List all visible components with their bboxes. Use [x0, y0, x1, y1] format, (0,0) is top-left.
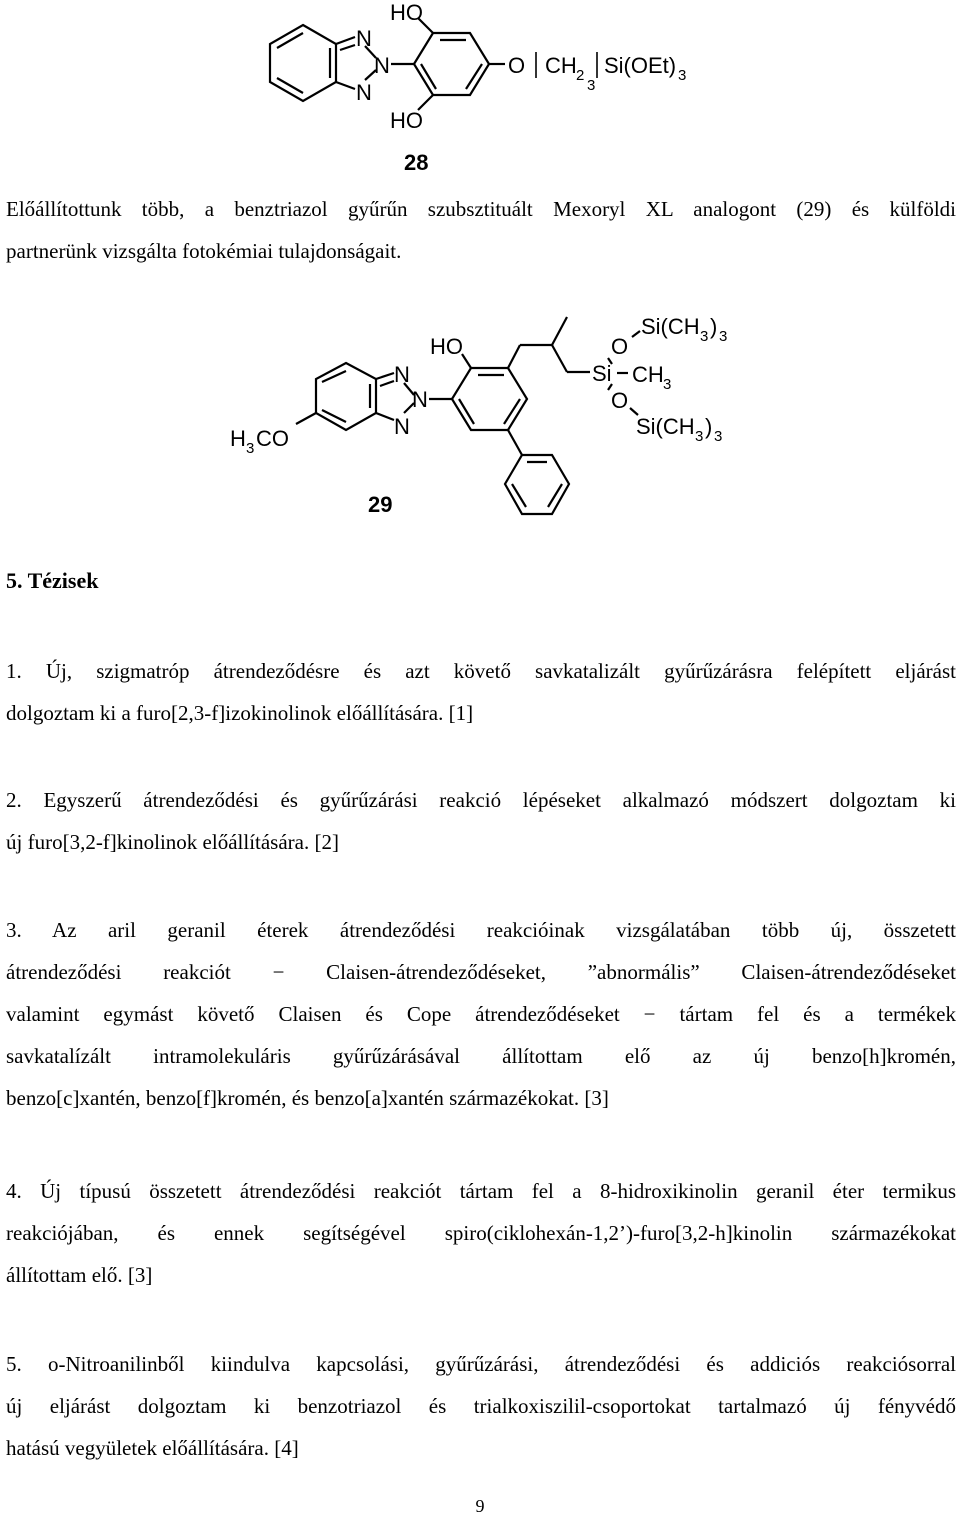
phenyl-ring-29	[505, 455, 569, 514]
atom-n2: N	[412, 387, 428, 412]
compound-label-29: 29	[368, 492, 393, 517]
silyl-group: Si(OEt)	[604, 53, 677, 78]
structure-29	[0, 300, 960, 530]
intro-line-2: partnerünk vizsgálta fotokémiai tulajdonságait.	[6, 239, 402, 263]
repeat-subscript: 3	[587, 77, 596, 94]
benzo-ring-28	[270, 25, 336, 101]
ch2-subscript: 2	[576, 67, 585, 84]
hydroxyl-29: HO	[430, 334, 463, 359]
hydroxyl-top: HO	[390, 0, 423, 25]
methoxy-h: H	[230, 426, 246, 451]
structure-28	[0, 0, 960, 180]
thesis-5-line-1: 5. o-Nitroanilinből kiindulva kapcsolási, gyűrűzárási, átrendeződési és addiciós reakciósorral	[6, 1352, 956, 1376]
thesis-2	[6, 779, 956, 863]
atom-o-top: O	[611, 334, 629, 359]
thesis-3-line-3: valamint egymást követő Claisen és Cope átrendeződéseket − tártam fel és a termékek	[6, 1002, 956, 1026]
atom-n1: N	[356, 26, 372, 51]
thesis-4-line-1: 4. Új típusú összetett átrendeződési reakciót tártam fel a 8-hidroxikinolin geranil éter termikus	[6, 1179, 956, 1203]
thesis-5	[6, 1343, 956, 1469]
tms-bottom-subscript-2: 3	[714, 428, 723, 445]
thesis-3	[6, 909, 956, 1119]
atom-n1: N	[394, 362, 410, 387]
hydroxyl-bottom: HO	[390, 108, 423, 133]
phenol-ring-28	[414, 33, 489, 95]
thesis-2-line-2: új furo[3,2-f]kinolinok előállítására. [2]	[6, 830, 339, 854]
thesis-1	[6, 650, 956, 734]
thesis-4-line-3: állítottam elő. [3]	[6, 1263, 153, 1287]
thesis-4-line-2: reakciójában, és ennek segítségével spiro(ciklohexán-1,2’)-furo[3,2-h]kinolin származékokat	[6, 1221, 956, 1245]
silyl-subscript: 3	[678, 67, 687, 84]
trimethylsilyl-top: Si(CH	[641, 314, 700, 339]
thesis-4	[6, 1170, 956, 1296]
methyl-subscript: 3	[663, 376, 672, 393]
methoxy-subscript: 3	[246, 440, 255, 457]
thesis-1-line-1: 1. Új, szigmatróp átrendeződésre és azt követő savkatalizált gyűrűzárásra felépített eljárást	[6, 659, 956, 683]
ch2-group: CH	[545, 53, 577, 78]
page-number: 9	[475, 1496, 485, 1516]
trimethylsilyl-bottom: Si(CH	[636, 414, 695, 439]
atom-n3: N	[356, 80, 372, 105]
phenol-ring-29	[452, 368, 527, 430]
thesis-5-line-3: hatású vegyületek előállítására. [4]	[6, 1436, 299, 1460]
tms-top-subscript-1: 3	[700, 328, 709, 345]
thesis-5-line-2: új eljárást dolgoztam ki benzotriazol és trialkoxiszilil-csoportokat tartalmazó új fényvédő	[6, 1394, 956, 1418]
methyl-group: CH	[632, 362, 664, 387]
benzo-ring-29	[316, 363, 376, 430]
thesis-3-line-1: 3. Az aril geranil éterek átrendeződési reakcióinak vizsgálatában több új, összetett	[6, 918, 956, 942]
atom-o: O	[508, 53, 526, 78]
atom-si: Si	[592, 361, 612, 386]
tms-top-paren: )	[710, 314, 718, 339]
thesis-2-line-1: 2. Egyszerű átrendeződési és gyűrűzárási reakció lépéseket alkalmazó módszert dolgoztam ki	[6, 788, 956, 812]
thesis-3-line-4: savkatalízált intramolekuláris gyűrűzárásával állítottam elő az új benzo[h]kromén,	[6, 1044, 956, 1068]
intro-paragraph	[6, 188, 956, 272]
thesis-3-line-5: benzo[c]xantén, benzo[f]kromén, és benzo[a]xantén származékokat. [3]	[6, 1086, 609, 1110]
tms-bottom-paren: )	[705, 414, 713, 439]
compound-label-28: 28	[404, 150, 429, 175]
section-heading: 5. Tézisek	[6, 568, 99, 593]
atom-n3: N	[394, 414, 410, 439]
methoxy-co: CO	[256, 426, 289, 451]
atom-o-bottom: O	[611, 388, 629, 413]
tms-top-subscript-2: 3	[719, 328, 728, 345]
tms-bottom-subscript-1: 3	[695, 428, 704, 445]
thesis-1-line-2: dolgoztam ki a furo[2,3-f]izokinolinok előállítására. [1]	[6, 701, 474, 725]
intro-line-1: Előállítottunk több, a benztriazol gyűrűn szubsztituált Mexoryl XL analogont (29) és külföldi	[6, 197, 956, 221]
atom-n2: N	[374, 53, 390, 78]
thesis-3-line-2: átrendeződési reakciót − Claisen-átrendeződéseket, ”abnormális” Claisen-átrendeződéseket	[6, 960, 956, 984]
